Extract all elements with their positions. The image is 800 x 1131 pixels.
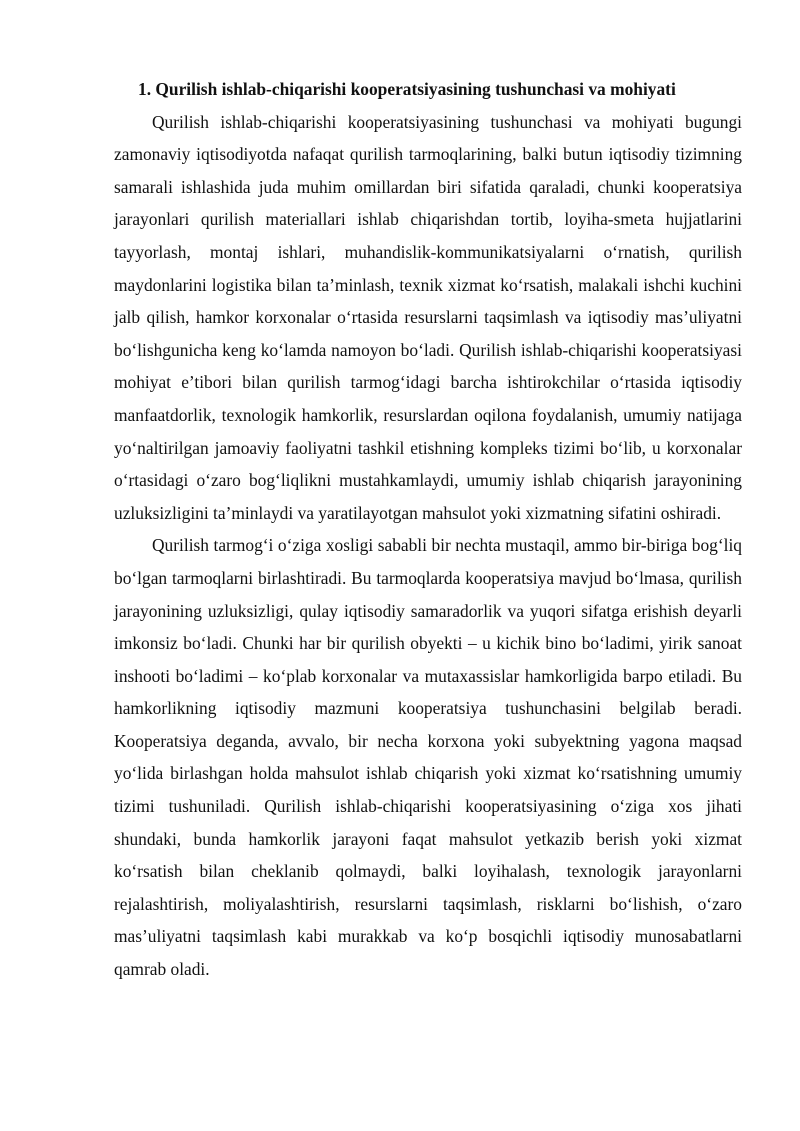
paragraph-2: Qurilish tarmog‘i o‘ziga xosligi sababli bir nechta mustaqil, ammo bir-biriga bog‘liq bo‘lgan tarmoqlarni birlashtiradi. Bu tarmoqlarda kooperatsiya mavjud bo‘lmasa, qurilish jarayonining uzluksizligi, qulay iqtisodiy samaradorlik va yuqori sifatga erishish deyarli imkonsiz bo‘ladi. Chunki har bir qurilish obyekti – u kichik bino bo‘ladimi, yirik sanoat inshooti bo‘ladimi – ko‘plab korxonalar va mutaxassislar hamkorligida barpo etiladi. Bu hamkorlikning iqtisodiy mazmuni kooperatsiya tushunchasini belgilab beradi. Kooperatsiya deganda, avvalo, bir necha korxona yoki subyektning yagona maqsad yo‘lida birlashgan holda mahsulot ishlab chiqarish yoki xizmat ko‘rsatishning umumiy tizimi tushuniladi. Qurilish ishlab-chiqarishi kooperatsiyasining o‘ziga xos jihati shundaki, bunda hamkorlik jarayoni faqat mahsulot yetkazib berish yoki xizmat ko‘rsatish bilan cheklanib qolmaydi, balki loyihalash, texnologik jarayonlarni rejalashtirish, moliyalashtirish, resurslarni taqsimlash, risklarni bo‘lishish, o‘zaro mas’uliyatni taqsimlash kabi murakkab va ko‘p bosqichli iqtisodiy munosabatlarni qamrab oladi.: [114, 535, 742, 980]
section-heading: 1. Qurilish ishlab-chiqarishi kooperatsiyasining tushunchasi va mohiyati: [138, 79, 676, 99]
document-page: [114, 73, 742, 986]
paragraph-1: Qurilish ishlab-chiqarishi kooperatsiyasining tushunchasi va mohiyati bugungi zamonaviy iqtisodiyotda nafaqat qurilish tarmoqlarining, balki butun iqtisodiy tizimning samarali ishlashida juda muhim omillardan biri sifatida qaraladi, chunki kooperatsiya jarayonlari qurilish materiallari ishlab chiqarishdan tortib, loyiha-smeta hujjatlarini tayyorlash, montaj ishlari, muhandislik-kommunikatsiyalarni o‘rnatish, qurilish maydonlarini logistika bilan ta’minlash, texnik xizmat ko‘rsatish, malakali ishchi kuchini jalb qilish, hamkor korxonalar o‘rtasida resurslarni taqsimlash va iqtisodiy mas’uliyatni bo‘lishgunicha keng ko‘lamda namoyon bo‘ladi. Qurilish ishlab-chiqarishi kooperatsiyasi mohiyat e’tibori bilan qurilish tarmog‘idagi barcha ishtirokchilar o‘rtasida iqtisodiy manfaatdorlik, texnologik hamkorlik, resurslardan oqilona foydalanish, umumiy natijaga yo‘naltirilgan jamoaviy faoliyatni tashkil etishning kompleks tizimi bo‘lib, u korxonalar o‘rtasidagi o‘zaro bog‘liqlikni mustahkamlaydi, umumiy ishlab chiqarish jarayonining uzluksizligini ta’minlaydi va yaratilayotgan mahsulot yoki xizmatning sifatini oshiradi.: [114, 111, 742, 523]
